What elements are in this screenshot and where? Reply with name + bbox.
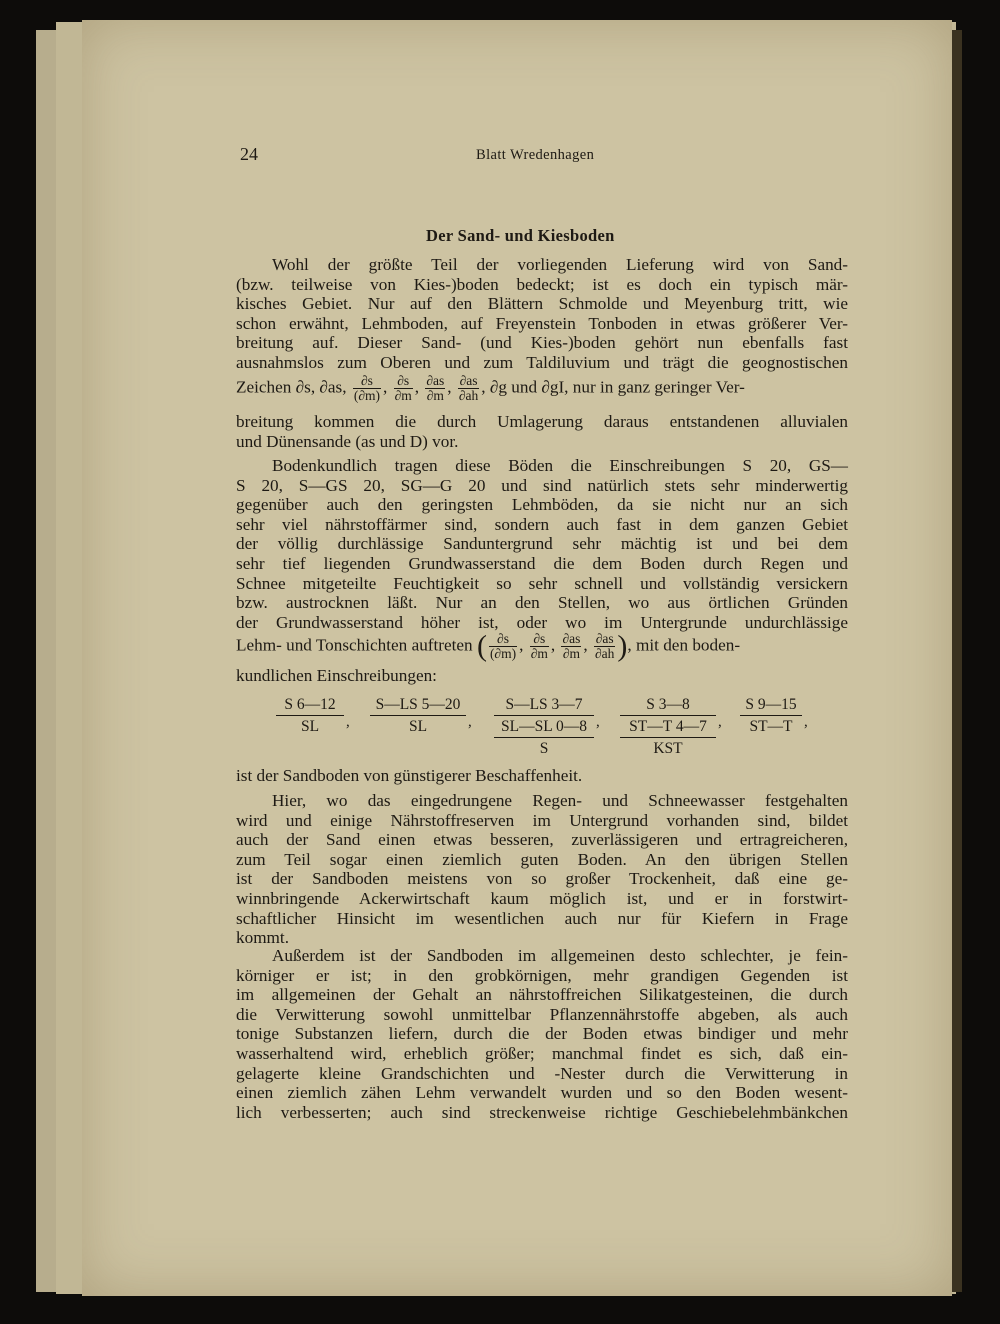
text-line: auch der Sand einen etwas besseren, zuverlässigeren und ertragreicheren, [236, 830, 848, 850]
text-line: Hier, wo das eingedrungene Regen- und Schneewasser festgehalten [272, 791, 848, 810]
formula-lead: Zeichen ∂s, ∂as, [236, 377, 347, 397]
text-line: der völlig durchlässige Sanduntergrund sehr mächtig ist und bei dem [236, 534, 848, 554]
text-line: winnbringende Ackerwirtschaft kaum möglich ist, und er in forstwirt- [236, 888, 848, 908]
paragraph-2-after: ist der Sandboden von günstigerer Beschaffenheit. [236, 766, 583, 785]
paragraph-1-end [236, 412, 848, 451]
page-number: 24 [240, 144, 258, 164]
paragraph-1 [236, 255, 848, 373]
soil-fraction: S 3—8 ST—T 4—7 KST [620, 694, 716, 759]
paragraph-2-end: kundlichen Einschreibungen: [236, 666, 437, 685]
text-line: einen ziemlich zähen Lehm verwandelt wurden und so den Boden wesent- [236, 1083, 848, 1103]
formula-lead: Lehm- und Tonschichten auftreten [236, 635, 473, 655]
text-line: ist der Sandboden meistens von so großer Trockenheit, daß eine ge- [236, 869, 848, 889]
soil-fraction: S—LS 5—20 SL [370, 694, 466, 737]
text-line: sehr viel nährstoffärmer sind, sondern auch fast in dem ganzen Gebiet [236, 514, 848, 534]
text-line: wird und einige Nährstoffreserven im Untergrund vorhanden sind, bildet [236, 810, 848, 830]
text-line: lich verbesserten; auch sind streckenweise richtige Geschiebelehmbänkchen [236, 1102, 848, 1122]
fraction: $\frac{\partial s}{(\partial m)}$ [489, 631, 517, 661]
text-line: Schnee mitgeteilte Feuchtigkeit so sehr schnell und vollständig versickern [236, 573, 848, 593]
paragraph-3 [236, 791, 848, 948]
text-line: tonige Substanzen liefern, durch die der Boden etwas bindiger und mehr [236, 1024, 848, 1044]
fraction: $\frac{\partial as}{\partial ah}$ [458, 373, 479, 403]
fraction: $\frac{\partial s}{(\partial m)}$ [353, 373, 380, 403]
soil-fraction: S 6—12 SL [276, 694, 344, 737]
paragraph-4 [236, 946, 848, 1122]
formula-line-2: Lehm- und Tonschichten auftreten ( $\frac{\partial s}{(\partial m)}$ , $\frac{\partial s}{\partial m}$ , $\frac{\partial as}{\partial m}$ , $\frac{\partial as}{\partial ah}$ ), mit den boden- [236, 629, 741, 663]
text-line: gelagerte kleine Grandschichten und -Nester durch die Verwitterung in [236, 1063, 848, 1083]
text-line: gegenüber auch den geringsten Lehmböden, da sie nicht nur an sich [236, 495, 848, 515]
fraction: $\frac{\partial s}{\partial m}$ [394, 373, 412, 403]
text-line: ausnahmslos zum Oberen und zum Taldiluvium und trägt die geognostischen [236, 352, 848, 372]
text-line: schon erwähnt, Lehmboden, auf Freyenstein Tonboden in etwas größerer Ver- [236, 313, 848, 333]
text-line: zum Teil sogar einen ziemlich guten Boden. An den übrigen Stellen [236, 849, 848, 869]
formula-line-1: Zeichen ∂s, ∂as, $\frac{\partial s}{(\partial m)}$ , $\frac{\partial s}{\partial m}$ , $\frac{\partial as}{\partial m}$ , $\frac{\partial as}{\partial ah}$ , ∂g und ∂gI, nur in ganz geringer Ver- [236, 373, 745, 403]
text-line: Außerdem ist der Sandboden im allgemeinen desto schlechter, je fein- [272, 946, 848, 965]
text-line: der Grundwasserstand höher ist, oder wo im Untergrunde undurchlässige [236, 612, 848, 632]
text-line: und Dünensande (as und D) vor. [236, 431, 459, 451]
text-line: kommt. [236, 928, 289, 948]
text-line: (bzw. teilweise von Kies-)boden bedeckt; ist es doch ein typisch mär- [236, 274, 848, 294]
text-line: wasserhaltend wird, erheblich größer; manchmal findet es sich, daß ein- [236, 1043, 848, 1063]
text-line: breitung kommen die durch Umlagerung daraus entstandenen alluvialen [236, 412, 848, 431]
section-title: Der Sand- und Kiesboden [426, 226, 615, 245]
text-line: im allgemeinen der Gehalt an nährstoffreichen Silikatgesteinen, die durch [236, 985, 848, 1005]
text-line: sehr tief liegenden Grundwasserstand die dem Boden durch Regen und [236, 553, 848, 573]
text-line: S 20, S—GS 20, SG—G 20 und sind natürlich stets sehr minderwertig [236, 475, 848, 495]
fraction: $\frac{\partial as}{\partial m}$ [426, 373, 445, 403]
formula-tail: mit den boden- [636, 635, 741, 655]
text-line: körniger er ist; in den grobkörnigen, mehr grandigen Gegenden ist [236, 965, 848, 985]
fraction: $\frac{\partial as}{\partial ah}$ [594, 631, 615, 661]
fraction: $\frac{\partial s}{\partial m}$ [530, 631, 548, 661]
soil-fraction: S—LS 3—7 SL—SL 0—8 S [494, 694, 594, 759]
scanned-book-page: 24 Blatt Wredenhagen Der Sand- und Kiesboden Wohl der größte Teil der vorliegenden Lieferung wird von Sand- (bzw. teilweise von Kies-)boden bedeckt; ist es doch ein typisch mär- kisches Gebiet. Nur auf den Blättern Schmolde und Meyenburg tritt, wie schon erwähnt, Lehmboden, auf Freyenstein Tonboden in etwas größerer Ver- breitung auf. Dieser Sand- (und Kies-)boden gehört nun ebenfalls fast ausnahmslos zum Oberen und zum Taldiluvium und trägt die geognostischen Zeichen ∂s, ∂as, $\frac{\partial s}{(\partial m)}$ , $\frac{\partial s}{\partial m}$ , $\frac{\partial as}{\partial m}$ , $\frac{\partial as}{\partial ah}$ , ∂g und ∂gI, nur in ganz geringer Ver- breitung kommen die durch Umlagerung daraus entstandenen alluvialen und Dünensande (as und D) vor. Bodenkundlich tragen diese Böden die Einschreibungen S 20, GS— S 20, S—GS 20, SG—G 20 und sind natürlich stets sehr minderwertig gegenüber auch den geringsten Lehmböden, da sie nicht nur an sich sehr viel nährstoffärmer sind, sondern auch fast in dem ganzen Gebiet der völlig durchlässige Sanduntergrund sehr mächtig ist und bei dem sehr tief liegenden Grundwasserstand die dem Boden durch Regen und Schnee mitgeteilte Feuchtigkeit so sehr schnell und vollständig versickern bzw. austrocknen läßt. Nur an den Stellen, wo aus örtlichen Gründen der Grundwasserstand höher ist, oder wo im Untergrunde undurchlässige Lehm- und Tonschichten auftreten ( $\frac{\partial s}{(\partial m)}$ , $\frac{\partial s}{\partial m}$ , $\frac{\partial as}{\partial m}$ , $\frac{\partial as}{\partial ah}$ ), mit den boden- kundlichen Einschreibungen: S 6—12 SL , S—LS 5—20 SL , S—LS 3—7 SL—SL 0—8 S , S 3—8 ST—T 4—7 KST , S 9—15 ST—T , ist der Sandboden von günstigerer Beschaffenheit. Hier, wo das eingedrungene Regen- und Schneewasser festgehalten wird und einige Nährstoffreserven im Untergrund vorhanden sind, bildet auch der Sand einen etwas besseren, zuverlässigeren und ertragreicheren, zum Teil sogar einen ziemlich guten Boden. An den übrigen Stellen ist der Sandboden meistens von so großer Trockenheit, daß eine ge- winnbringende Ackerwirtschaft kaum möglich ist, und er in forstwirt- schaftlicher Hinsicht im wesentlichen auch nur für Kiefern in Frage kommt. Außerdem ist der Sandboden im allgemeinen desto schlechter, je fein- körniger er ist; in den grobkörnigen, mehr grandigen Gegenden ist im allgemeinen der Gehalt an nährstoffreichen Silikatgesteinen, die durch die Verwitterung sowohl unmittelbar Pflanzennährstoffe abgeben, als auch tonige Substanzen liefern, durch die der Boden etwas bindiger und mehr wasserhaltend wird, erheblich größer; manchmal findet es sich, daß ein- gelagerte kleine Grandschichten und -Nester durch die Verwitterung in einen ziemlich zähen Lehm verwandelt wurden und so den Boden wesent- lich verbesserten; auch sind streckenweise richtige Geschiebelehmbänkchen [0, 0, 1000, 1324]
text-line: Wohl der größte Teil der vorliegenden Lieferung wird von Sand- [272, 255, 848, 274]
text-line: Bodenkundlich tragen diese Böden die Einschreibungen S 20, GS— [272, 456, 848, 475]
soil-fraction: S 9—15 ST—T [740, 694, 802, 737]
formula-tail: ∂g und ∂gI, nur in ganz geringer Ver- [489, 377, 745, 397]
text-line: bzw. austrocknen läßt. Nur an den Stellen, wo aus örtlichen Gründen [236, 593, 848, 613]
text-line: die Verwitterung sowohl unmittelbar Pflanzennährstoffe abgeben, als auch [236, 1004, 848, 1024]
running-head: Blatt Wredenhagen [476, 147, 595, 163]
fraction: $\frac{\partial as}{\partial m}$ [562, 631, 581, 661]
paragraph-2 [236, 456, 848, 632]
text-line: breitung auf. Dieser Sand- (und Kies-)boden gehört nun ebenfalls fast [236, 333, 848, 353]
text-line: kisches Gebiet. Nur auf den Blättern Schmolde und Meyenburg tritt, wie [236, 294, 848, 314]
text-line: schaftlicher Hinsicht im wesentlichen auch nur für Kiefern in Frage [236, 908, 848, 928]
